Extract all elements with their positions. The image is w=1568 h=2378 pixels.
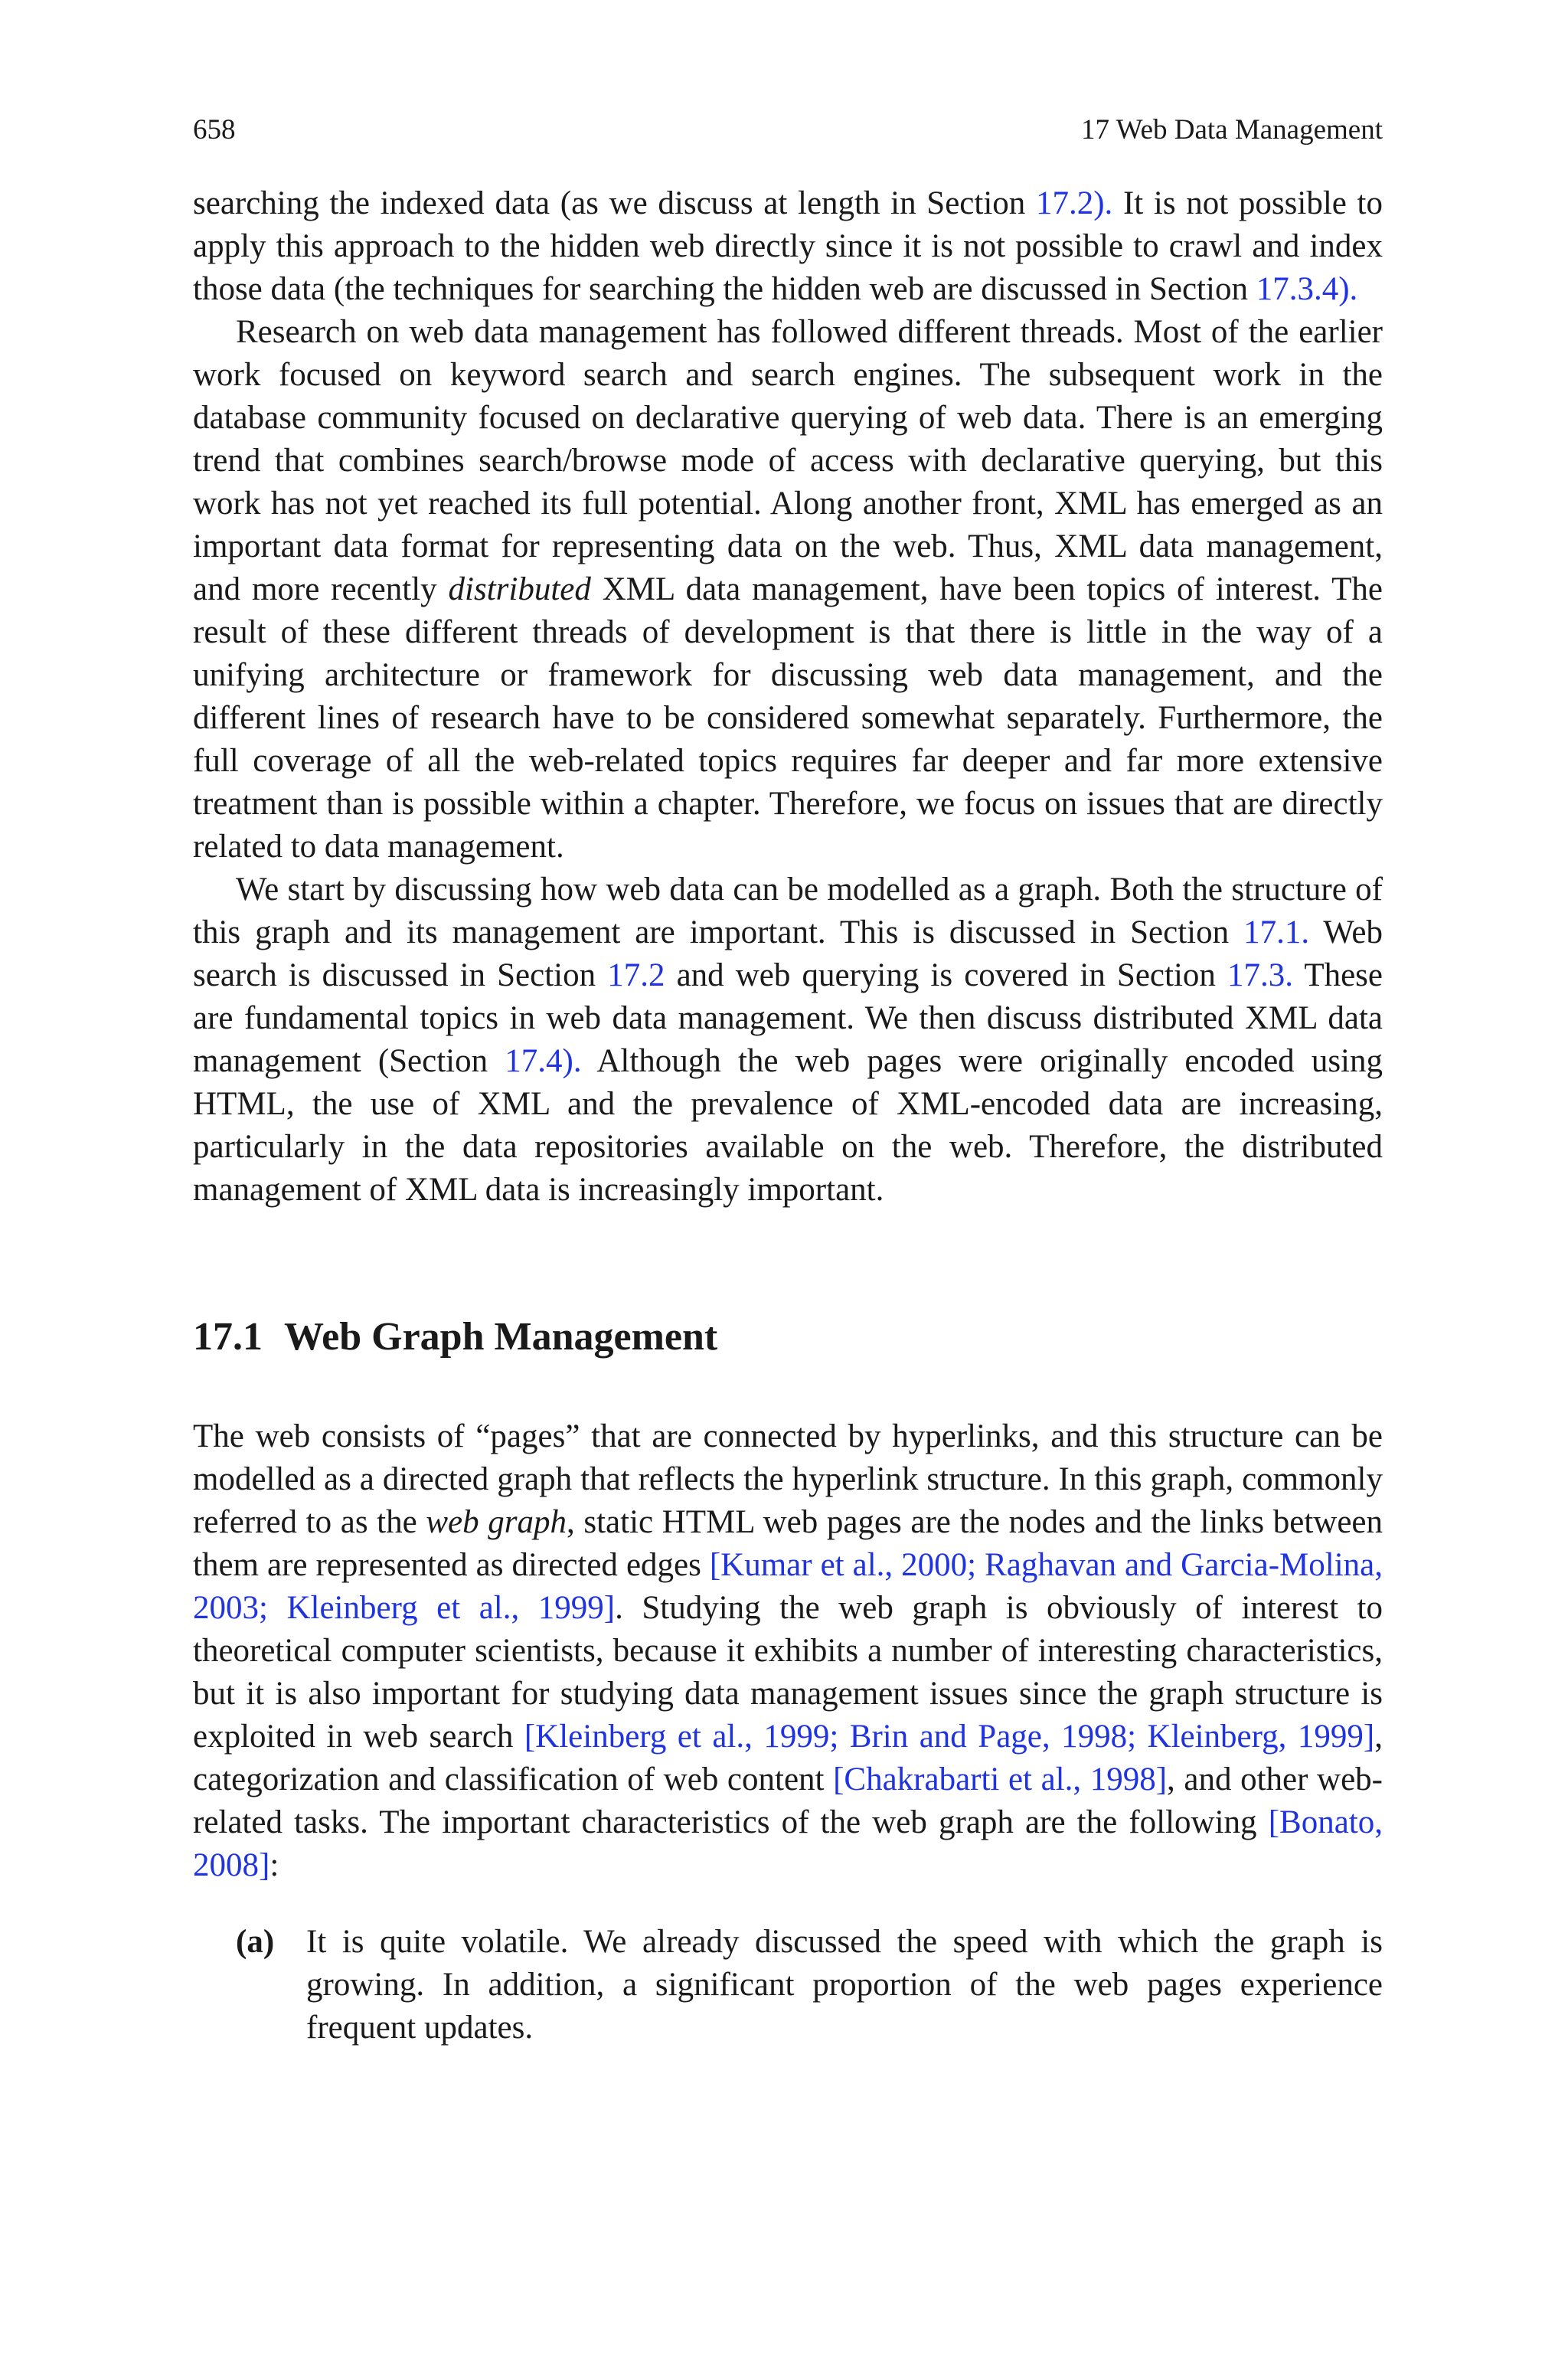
- text-run: Although the web pages were originally encoded using HTML, the use of XML and the prevalence of XML-encoded data are increasing, particularly in the data repositories available on the web. Therefore, the distributed management of XML data is increasingly important.: [193, 1043, 1383, 1208]
- list-text: It is quite volatile. We already discussed the speed with which the graph is growing. In addition, a significant proportion of the web pages experience frequent updates.: [306, 1924, 1383, 2046]
- citation-link[interactable]: [Kleinberg et al., 1999; Brin and Page, 1998; Kleinberg, 1999]: [524, 1719, 1375, 1755]
- text-run: These are fundamental topics in web data management. We then discuss distributed XML data management (Section: [193, 957, 1383, 1079]
- text-run: We start by discussing how web data can be modelled as a graph. Both the structure of this graph and its management are important. This is discussed in Section: [193, 872, 1383, 950]
- section-number: 17.1: [193, 1315, 263, 1359]
- text-run: :: [270, 1847, 279, 1883]
- section-link-17-2[interactable]: 17.2: [607, 957, 665, 993]
- section-title: Web Graph Management: [284, 1315, 718, 1359]
- text-run: , categorization and classification of web content: [193, 1719, 1383, 1797]
- paragraph-1: [193, 182, 1383, 311]
- citation-link[interactable]: [Kumar et al., 2000; Raghavan and Garcia-Molina, 2003; Kleinberg et al., 1999]: [193, 1547, 1383, 1626]
- text-run: The web consists of “pages” that are connected by hyperlinks, and this structure can be modelled as a directed graph that reflects the hyperlink structure. In this graph, commonly referred to as the: [193, 1418, 1383, 1540]
- paragraph-3: [193, 868, 1383, 1212]
- text-run: Web search is discussed in Section: [193, 914, 1383, 993]
- section-link-17-1[interactable]: 17.1.: [1243, 914, 1310, 950]
- section-link-17-2[interactable]: 17.2).: [1035, 185, 1113, 221]
- page-number: 658: [193, 114, 236, 146]
- citation-link[interactable]: [Chakrabarti et al., 1998]: [833, 1761, 1168, 1797]
- text-run: and web querying is covered in Section: [665, 957, 1227, 993]
- running-header: [193, 115, 1383, 146]
- paragraph-2: [193, 311, 1383, 868]
- section-link-17-4[interactable]: 17.4).: [505, 1043, 582, 1079]
- section-heading: [193, 1314, 1383, 1360]
- emphasis: web graph: [426, 1504, 567, 1540]
- citation-link[interactable]: [Bonato, 2008]: [193, 1804, 1383, 1883]
- text-run: Research on web data management has followed different threads. Most of the earlier work focused on keyword search and search engines. The subsequent work in the database community focused on declarative querying of web data. There is an emerging trend that combines search/browse mode of access with declarative querying, but this work has not yet reached its full potential. Along another front, XML has emerged as an important data format for representing data on the web. Thus, XML data management, and more recently: [193, 314, 1383, 607]
- section-link-17-3-4[interactable]: 17.3.4).: [1256, 271, 1358, 307]
- text-run: XML data management, have been topics of interest. The result of these different threads of development is that there is little in the way of a unifying architecture or framework for discussing web data management, and the different lines of research have to be considered somewhat separately. Furthermore, the full coverage of all the web-related topics requires far deeper and far more extensive treatment than is possible within a chapter. Therefore, we focus on issues that are directly related to data management.: [193, 571, 1383, 865]
- text-run: . Studying the web graph is obviously of interest to theoretical computer scientists, because it exhibits a number of interesting characteristics, but it is also important for studying data management issues since the graph structure is exploited in web search: [193, 1590, 1383, 1755]
- list-item: [236, 1921, 1383, 2049]
- text-run: searching the indexed data (as we discuss at length in Section: [193, 185, 1036, 221]
- text-run: , static HTML web pages are the nodes and the links between them are represented as directed edges: [193, 1504, 1383, 1583]
- paragraph-4: [193, 1415, 1383, 1887]
- list-label: (a): [236, 1924, 275, 1960]
- chapter-title: 17 Web Data Management: [1081, 114, 1383, 146]
- book-page: [193, 115, 1383, 2049]
- text-run: It is not possible to apply this approach to the hidden web directly since it is not possible to crawl and index those data (the techniques for searching the hidden web are discussed in Section: [193, 185, 1383, 307]
- text-run: , and other web-related tasks. The important characteristics of the web graph are the following: [193, 1761, 1383, 1840]
- section-link-17-3[interactable]: 17.3.: [1227, 957, 1293, 993]
- emphasis: distributed: [448, 571, 591, 607]
